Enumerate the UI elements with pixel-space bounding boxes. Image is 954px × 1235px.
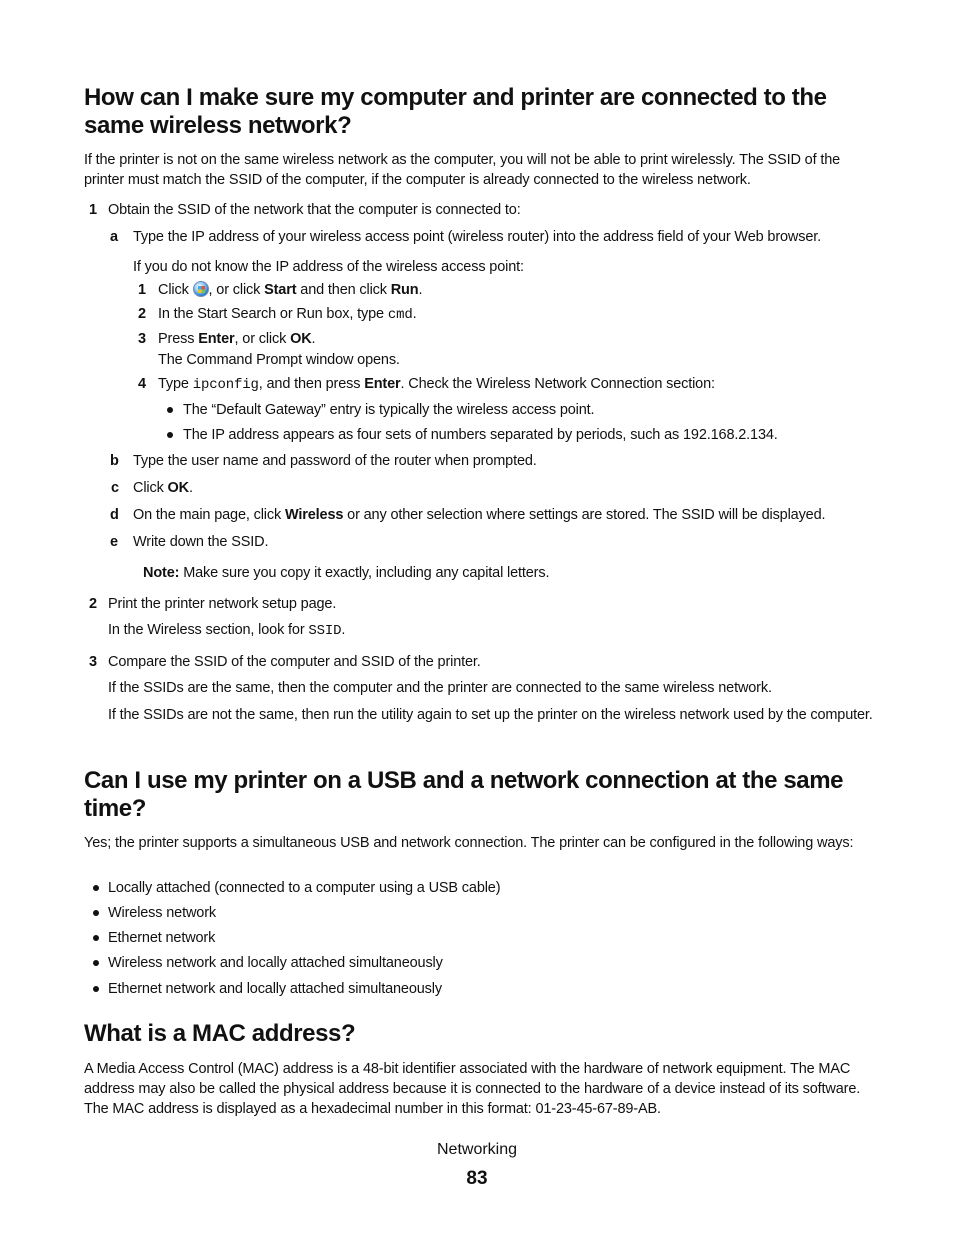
list-item: Ethernet network: [108, 930, 216, 946]
step-subtext: If the SSIDs are not the same, then run the utility again to set up the printer on the wireless network used by the computer.: [108, 707, 873, 723]
step-number: 1: [89, 202, 98, 218]
substep-text: Click OK.: [133, 480, 193, 496]
note: Note: Make sure you copy it exactly, including any capital letters.: [143, 565, 550, 581]
step-subtext: If the SSIDs are the same, then the computer and the printer are connected to the same wireless network.: [108, 680, 772, 696]
bullet-icon: [93, 960, 99, 966]
list-item: Wireless network and locally attached simultaneously: [108, 955, 443, 971]
instruction-text: Press Enter, or click OK.: [158, 331, 316, 347]
page-number: 83: [466, 1168, 488, 1189]
substep-text: On the main page, click Wireless or any other selection where settings are stored. The SSID will be displayed.: [133, 507, 826, 523]
instruction-result: The Command Prompt window opens.: [158, 352, 400, 368]
note-label: Note:: [143, 565, 180, 581]
section-heading-mac-address: What is a MAC address?: [84, 1020, 356, 1047]
windows-start-icon: [193, 281, 209, 297]
instruction-number: 3: [138, 331, 147, 347]
step-number: 2: [89, 596, 98, 612]
bullet-icon: [93, 935, 99, 941]
list-item: Wireless network: [108, 905, 216, 921]
footer-section-name: Networking: [436, 1141, 518, 1158]
section-heading-usb-network: Can I use my printer on a USB and a network connection at the same time?: [84, 767, 844, 822]
section-intro: If the printer is not on the same wireless network as the computer, you will not be able to print wirelessly. The SSID of the printer must match the SSID of the computer, if the computer is already connected to the wireless network.: [84, 152, 841, 188]
substep-text: Write down the SSID.: [133, 534, 269, 550]
instruction-text: Type ipconfig, and then press Enter. Check the Wireless Network Connection section:: [158, 376, 715, 393]
instruction-number: 1: [138, 282, 147, 298]
instruction-text: Click , or click Start and then click Run.: [158, 282, 423, 298]
bullet-icon: [93, 910, 99, 916]
instruction-text: In the Start Search or Run box, type cmd.: [158, 306, 417, 323]
substep-label: c: [111, 480, 120, 496]
section-body: A Media Access Control (MAC) address is a 48-bit identifier associated with the hardware of network equipment. The MAC address may also be called the physical address because it is connected to the hardware of a device instead of its software. The MAC address is displayed as a hexadecimal number in this format: 01-23-45-67-89-AB.: [84, 1061, 861, 1117]
step-subtext: In the Wireless section, look for SSID.: [108, 622, 346, 639]
code-text: cmd: [387, 307, 413, 323]
substep-label: a: [110, 229, 119, 245]
substep-label: e: [110, 534, 119, 550]
bullet-icon: [167, 432, 173, 438]
substep-label: b: [110, 453, 119, 469]
section-intro: Yes; the printer supports a simultaneous USB and network connection. The printer can be configured in the following ways:: [84, 835, 854, 851]
step-number: 3: [89, 654, 98, 670]
code-text: SSID: [308, 623, 342, 639]
bullet-text: The “Default Gateway” entry is typically the wireless access point.: [183, 402, 595, 418]
step-text: Compare the SSID of the computer and SSID of the printer.: [108, 654, 481, 670]
instruction-number: 4: [138, 376, 147, 392]
bullet-text: The IP address appears as four sets of numbers separated by periods, such as 192.168.2.134.: [183, 427, 778, 443]
instruction-number: 2: [138, 306, 147, 322]
substep-text: Type the IP address of your wireless access point (wireless router) into the address field of your Web browser.: [133, 229, 822, 245]
substep-text: Type the user name and password of the router when prompted.: [133, 453, 537, 469]
section-heading-same-network: How can I make sure my computer and printer are connected to the same wireless network?: [84, 84, 827, 139]
substep-note: If you do not know the IP address of the wireless access point:: [133, 259, 524, 275]
step-text: Obtain the SSID of the network that the computer is connected to:: [108, 202, 521, 218]
code-text: ipconfig: [192, 377, 259, 393]
bullet-icon: [93, 986, 99, 992]
bullet-icon: [93, 885, 99, 891]
list-item: Ethernet network and locally attached simultaneously: [108, 981, 442, 997]
step-text: Print the printer network setup page.: [108, 596, 337, 612]
bullet-icon: [167, 407, 173, 413]
list-item: Locally attached (connected to a computer using a USB cable): [108, 880, 501, 896]
substep-label: d: [110, 507, 119, 523]
